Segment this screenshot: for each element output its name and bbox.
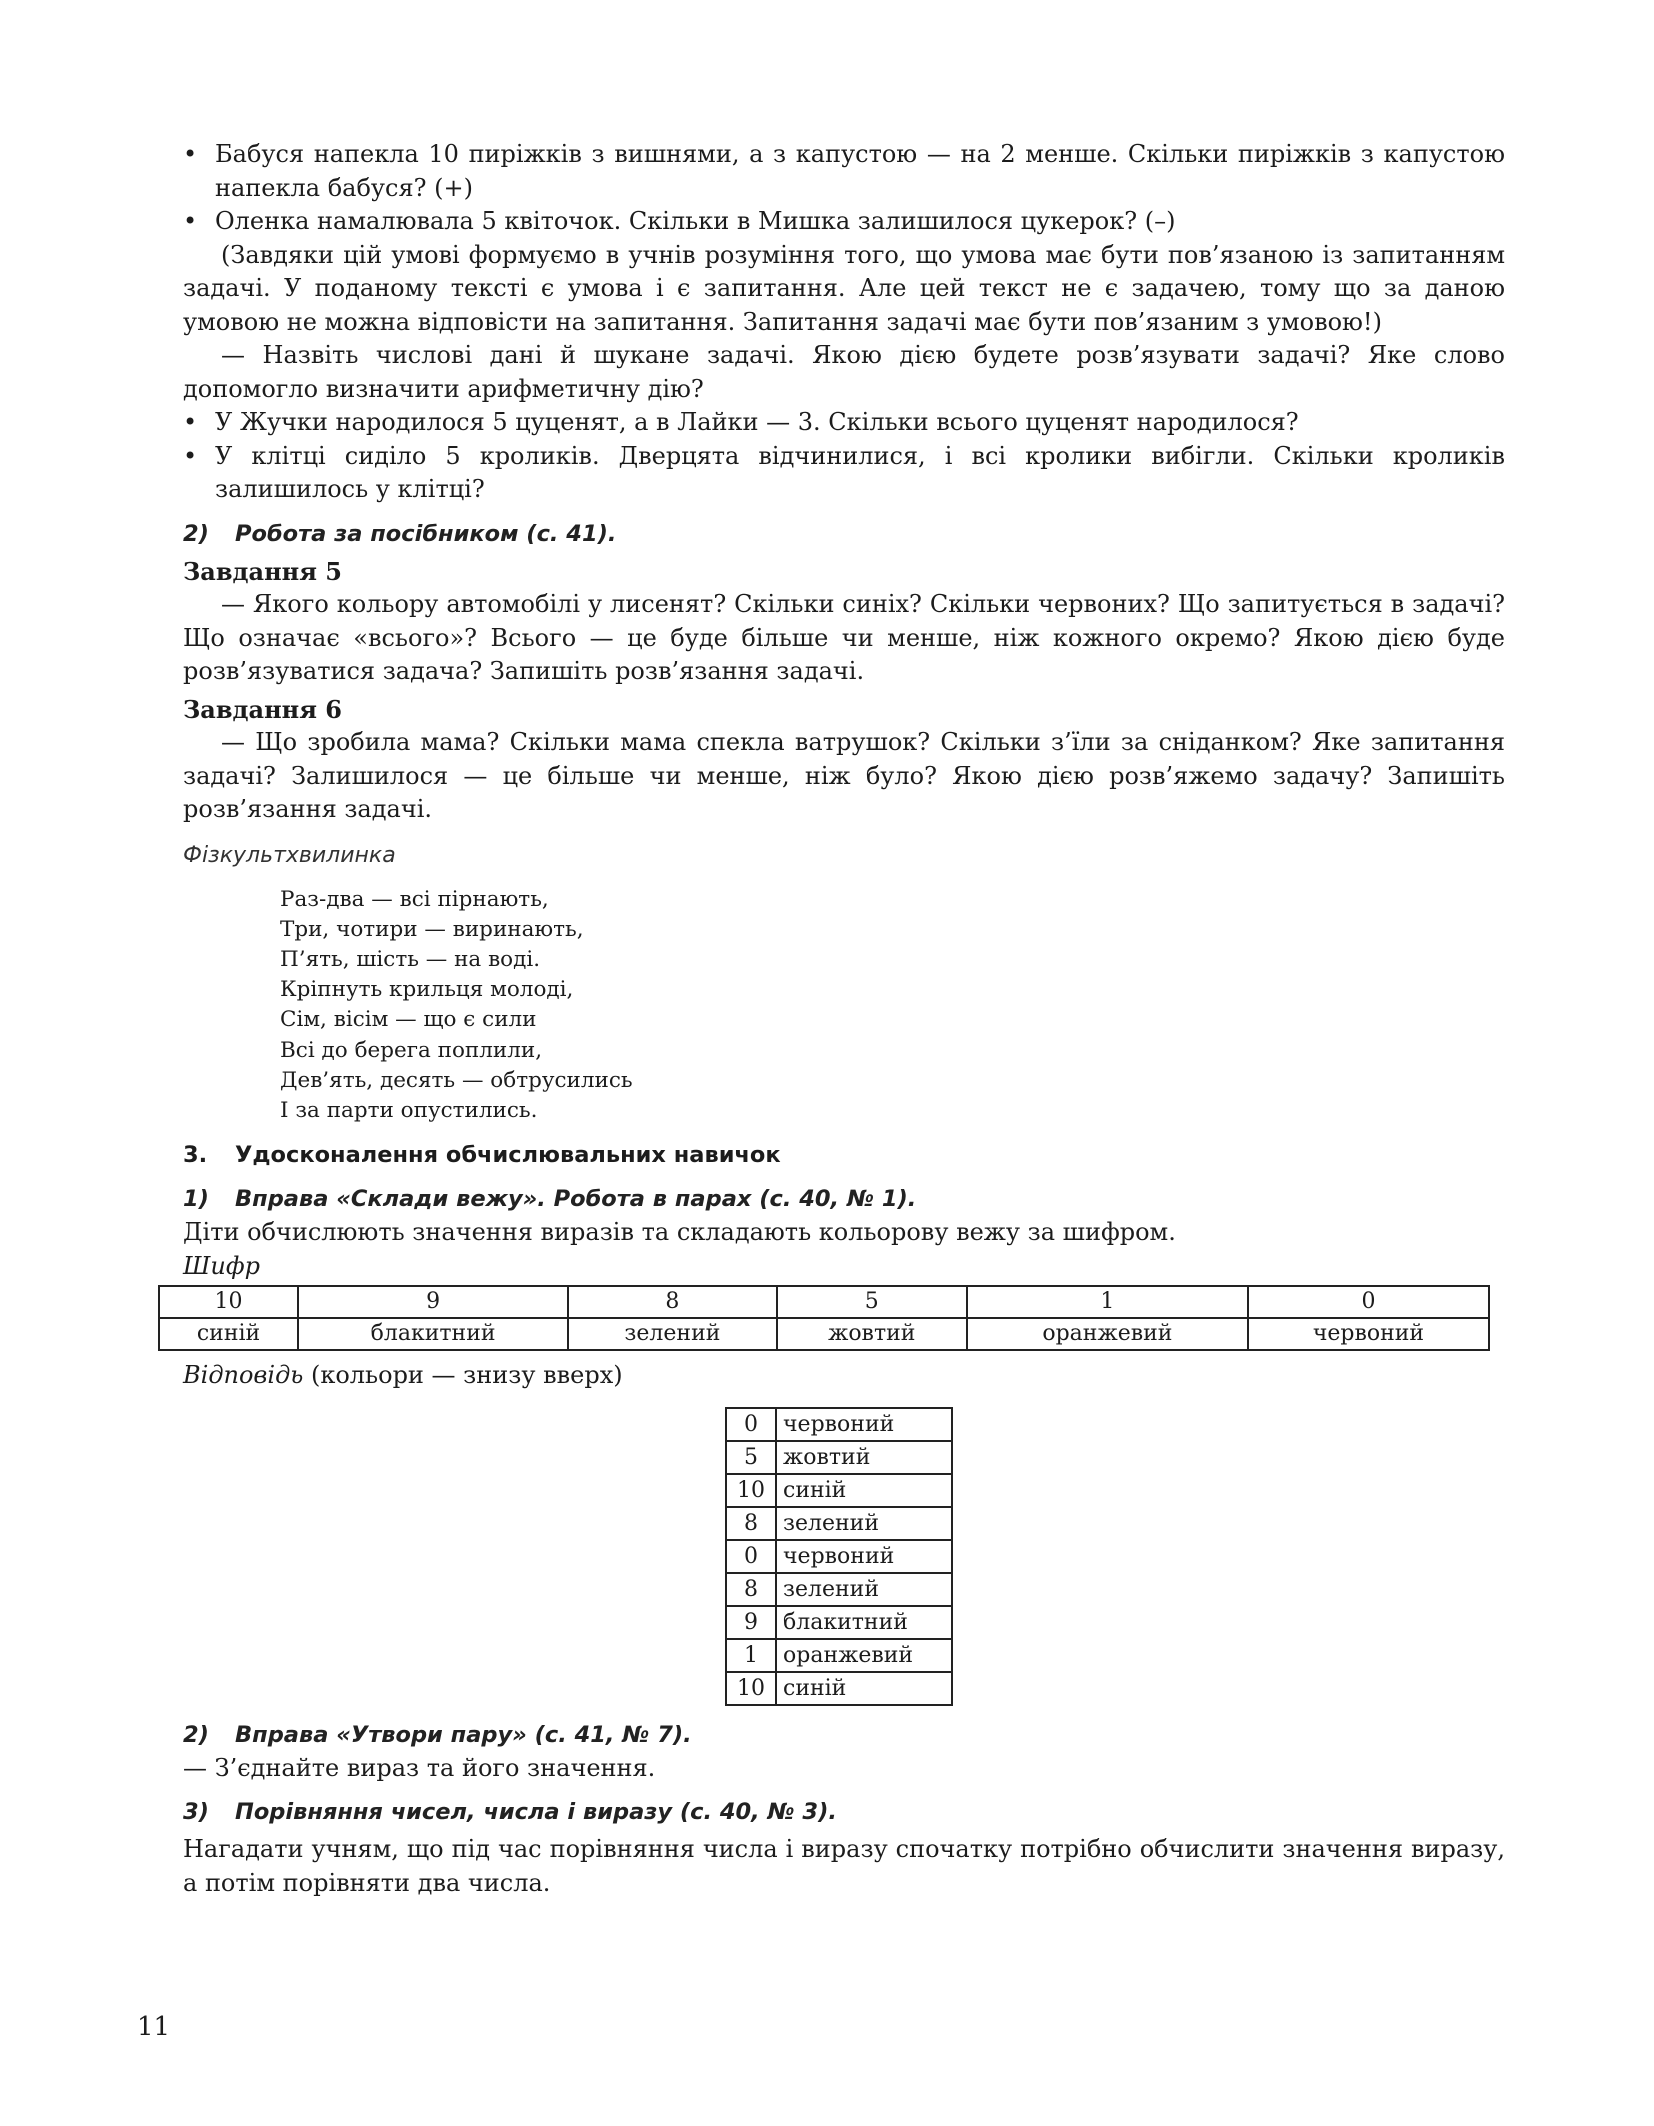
bullet-item: • Оленка намалювала 5 квіточок. Скільки в Мишка залишилося цукерок? (–): [183, 207, 1176, 235]
table-row: [726, 1408, 952, 1441]
exercise1-description: Діти обчислюють значення виразів та складають кольорову вежу за шифром.: [183, 1218, 1176, 1247]
page-number: 11: [137, 2012, 171, 2042]
exercise2-heading: 2) Вправа «Утвори пару» (с. 41, № 7).: [183, 1721, 692, 1748]
section-heading: 3. Удосконалення обчислювальних навичок: [183, 1142, 781, 1169]
table-row: [726, 1441, 952, 1474]
cipher-number: 0: [1248, 1286, 1489, 1318]
table-row: [726, 1672, 952, 1705]
answer-number: 9: [726, 1606, 776, 1639]
bullet-text: У клітці сиділо 5 кроликів. Дверцята відчинилися, і всі кролики вибігли. Скільки кроликів залишилось у клітці?: [215, 441, 1505, 503]
task5-text: — Якого кольору автомобілі у лисенят? Скільки синіх? Скільки червоних? Що запитується в задачі? Що означає «всього»? Всього — це буде більше чи менше, ніж кожного окремо? Якою дією буде розв’язуватися задача? Запишіть розв’язання задачі.: [183, 590, 1505, 685]
answer-color: зелений: [776, 1507, 952, 1540]
answer-number: 8: [726, 1507, 776, 1540]
answer-label: Відповідь (кольори — знизу вверх): [183, 1361, 623, 1390]
cipher-number: 1: [967, 1286, 1248, 1318]
cipher-colors-row: [159, 1318, 1489, 1350]
exercise3-description: Нагадати учням, що під час порівняння числа і виразу спочатку потрібно обчислити значення виразу, а потім порівняти два числа.: [183, 1835, 1505, 1897]
answer-table: [725, 1407, 953, 1706]
cipher-color: блакитний: [298, 1318, 568, 1350]
cipher-number: 10: [159, 1286, 298, 1318]
cipher-color: оранжевий: [967, 1318, 1248, 1350]
answer-color: червоний: [776, 1540, 952, 1573]
table-row: [726, 1540, 952, 1573]
cipher-numbers-row: [159, 1286, 1489, 1318]
cipher-number: 5: [777, 1286, 967, 1318]
answer-number: 8: [726, 1573, 776, 1606]
task6-title: Завдання 6: [183, 694, 342, 724]
answer-color: жовтий: [776, 1441, 952, 1474]
answer-color: синій: [776, 1474, 952, 1507]
poem-line: Всі до берега поплили,: [280, 1037, 543, 1063]
question-paragraph: — Назвіть числові дані й шукане задачі. Якою дією будете розв’язувати задачі? Яке слово допомогло визначити арифметичну дію?: [183, 341, 1505, 403]
poem-line: Три, чотири — виринають,: [280, 916, 584, 942]
exercise1-heading: 1) Вправа «Склади вежу». Робота в парах (с. 40, № 1).: [183, 1186, 917, 1213]
answer-color: синій: [776, 1672, 952, 1705]
answer-table-wrap: [173, 1407, 1505, 1706]
poem-line: Дев’ять, десять — обтрусились: [280, 1067, 633, 1093]
bullet-item: • У клітці сиділо 5 кроликів. Дверцята відчинилися, і всі кролики вибігли. Скільки кроликів залишилось у клітці?: [183, 441, 1505, 503]
table-row: [726, 1507, 952, 1540]
cipher-color: зелений: [568, 1318, 777, 1350]
task5-title: Завдання 5: [183, 556, 342, 586]
answer-number: 1: [726, 1639, 776, 1672]
cipher-number: 8: [568, 1286, 777, 1318]
subheading-workbook: 2) Робота за посібником (с. 41).: [183, 520, 617, 547]
cipher-color: червоний: [1248, 1318, 1489, 1350]
cipher-table: [158, 1285, 1490, 1351]
task6-text: — Що зробила мама? Скільки мама спекла ватрушок? Скільки з’їли за сніданком? Яке запитання задачі? Залишилося — це більше чи менше, ніж було? Якою дією розв’яжемо задачу? Запишіть розв’язання задачі.: [183, 728, 1505, 823]
cipher-color: жовтий: [777, 1318, 967, 1350]
poem-line: І за парти опустились.: [280, 1097, 538, 1123]
bullet-text: Бабуся напекла 10 пиріжків з вишнями, а з капустою — на 2 менше. Скільки пиріжків з капустою напекла бабуся? (+): [215, 140, 1505, 202]
bullet-text: Оленка намалювала 5 квіточок. Скільки в Мишка залишилося цукерок? (–): [215, 207, 1176, 235]
poem: [280, 885, 1505, 1127]
poem-line: Сім, вісім — що є сили: [280, 1007, 537, 1033]
cipher-label: Шифр: [183, 1251, 260, 1280]
answer-number: 10: [726, 1474, 776, 1507]
answer-number: 5: [726, 1441, 776, 1474]
table-row: [726, 1639, 952, 1672]
note-paragraph: (Завдяки цій умові формуємо в учнів розуміння того, що умова має бути пов’язаною із запитанням задачі. У поданому тексті є умова і є запитання. Але цей текст не є задачею, тому що за даною умовою не можна відповісти на запитання. Запитання задачі має бути пов’язаним з умовою!): [183, 240, 1505, 336]
fizkult-label: Фізкультхвилинка: [183, 842, 396, 868]
answer-color: зелений: [776, 1573, 952, 1606]
table-row: [726, 1606, 952, 1639]
bullet-item: • Бабуся напекла 10 пиріжків з вишнями, а з капустою — на 2 менше. Скільки пиріжків з капустою напекла бабуся? (+): [183, 140, 1505, 202]
bullet-text: У Жучки народилося 5 цуценят, а в Лайки — 3. Скільки всього цуценят народилося?: [215, 408, 1299, 436]
answer-number: 0: [726, 1408, 776, 1441]
answer-color: блакитний: [776, 1606, 952, 1639]
table-row: [726, 1573, 952, 1606]
answer-number: 10: [726, 1672, 776, 1705]
answer-color: оранжевий: [776, 1639, 952, 1672]
table-row: [726, 1474, 952, 1507]
exercise2-description: — З’єднайте вираз та його значення.: [183, 1753, 656, 1782]
exercise3-heading: 3) Порівняння чисел, числа і виразу (с. 40, № 3).: [183, 1799, 837, 1826]
poem-line: Раз-два — всі пірнають,: [280, 886, 549, 912]
bullet-item: • У Жучки народилося 5 цуценят, а в Лайки — 3. Скільки всього цуценят народилося?: [183, 408, 1299, 436]
answer-color: червоний: [776, 1408, 952, 1441]
cipher-number: 9: [298, 1286, 568, 1318]
poem-line: Кріпнуть крильця молоді,: [280, 977, 574, 1003]
page-content: [183, 138, 1505, 1900]
poem-line: П’ять, шість — на воді.: [280, 946, 541, 972]
cipher-color: синій: [159, 1318, 298, 1350]
answer-number: 0: [726, 1540, 776, 1573]
